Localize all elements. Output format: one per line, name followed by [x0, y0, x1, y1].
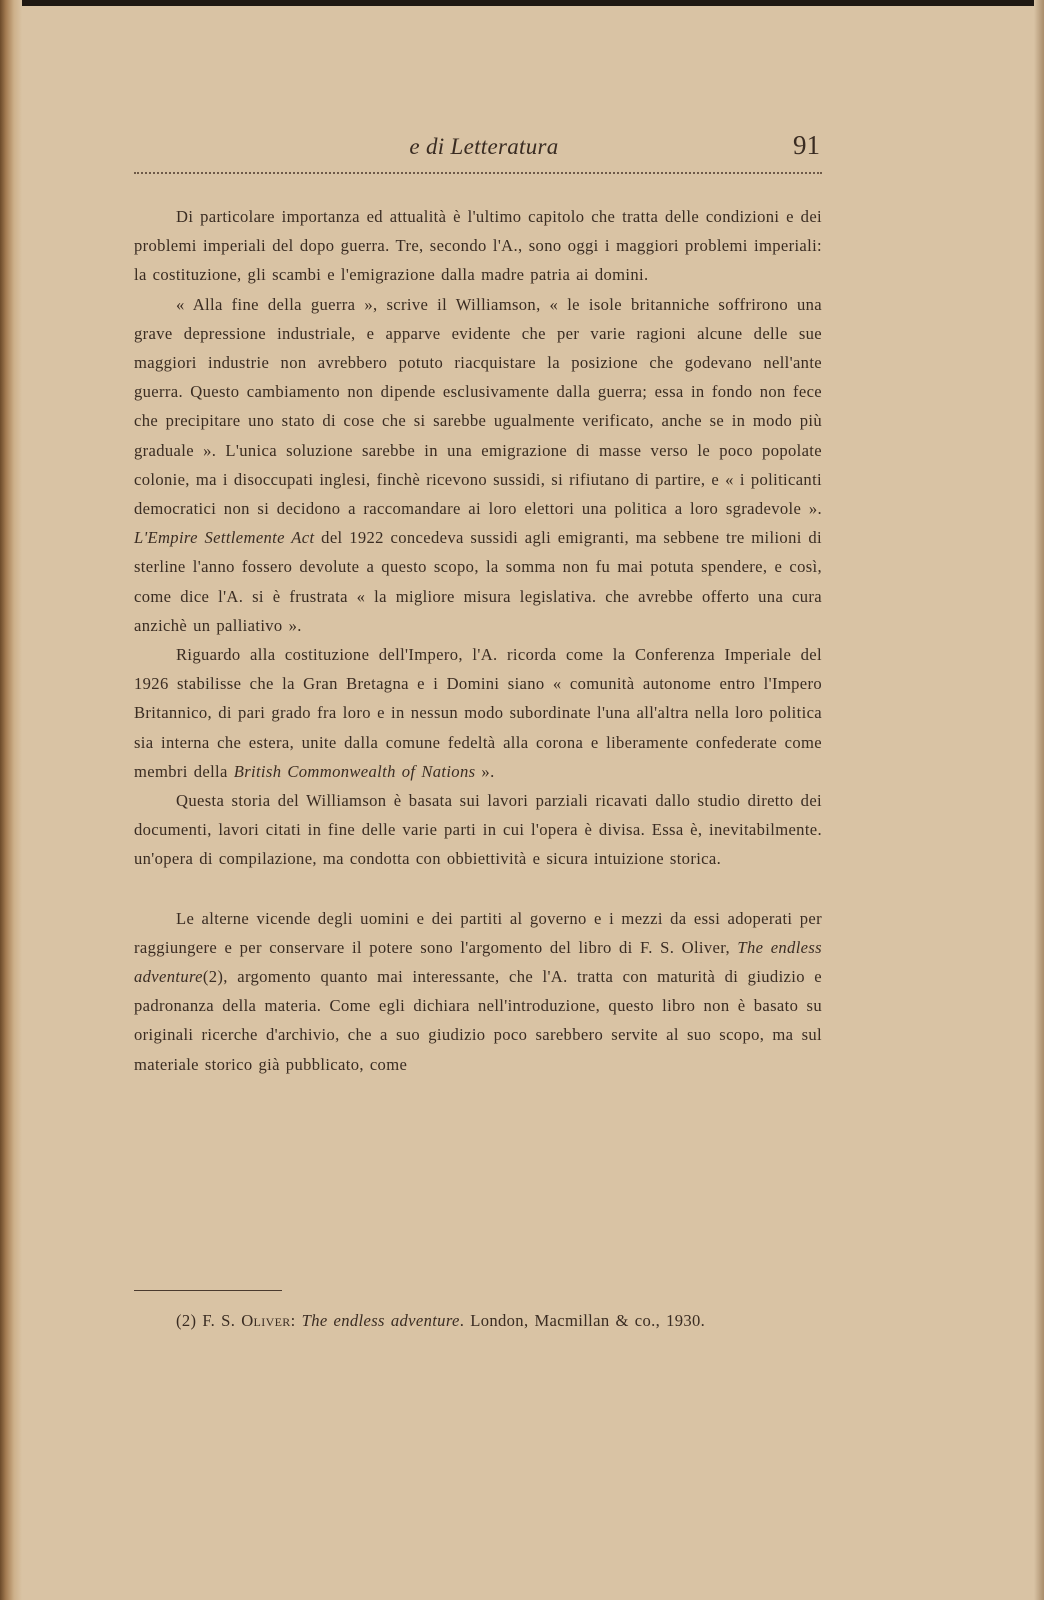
paragraph-4-text: Questa storia del Williamson è basata sui lavori parziali ricavati dallo studio diretto dei documenti, lavori citati in fine delle varie parti in cui l'opera è divisa. Essa è, inevitabilmente. un'opera di compilazione, ma condotta con obbiettività e sicura intuizione storica. — [134, 791, 822, 869]
paragraph-1-text: Di particolare importanza ed attualità è l'ultimo capitolo che tratta delle condizioni e dei problemi imperiali del dopo guerra. Tre, secondo l'A., sono oggi i maggiori problemi imperiali: la costituzione, gli scambi e l'emigrazione dalla madre patria ai domini. — [134, 207, 822, 285]
paragraph-5-text-a: Le alterne vicende degli uomini e dei partiti al governo e i mezzi da essi adoperati per raggiungere e per conservare il potere sono l'argomento del libro di F. S. Oliver, — [134, 908, 822, 957]
book-spine-edge — [0, 0, 22, 1600]
footnote-rest: . London, Macmillan & co., 1930. — [459, 1311, 706, 1330]
paragraph-5-text-b: , argomento quanto mai interessante, che l'A. tratta con maturità di giudizio e padronanza della materia. Come egli dichiara nell'introduzione, questo libro non è basato su originali ricerche d'archivio, che a suo giudizio poco sarebbero servite al suo scopo, ma sul materiale storico già pubblicato, come — [134, 967, 822, 1074]
paragraph-2-text-b: del 1922 concedeva sussidi agli emigranti, ma sebbene tre milioni di sterline l'anno fossero devolute a questo scopo, la somma non fu mai potuta spendere, e così, come dice l'A. si è frustrata « la migliore misura legislativa. che avrebbe offerto una cura anzichè un palliativo ». — [134, 528, 822, 635]
footnote-marker: (2) — [176, 1311, 197, 1330]
paragraph-3 — [134, 640, 822, 786]
page-header — [134, 130, 834, 170]
header-dotted-rule — [134, 172, 822, 174]
footnote-rule — [134, 1290, 282, 1291]
footnote-author: F. S. Oliver — [202, 1311, 291, 1330]
book-page — [22, 6, 1034, 1600]
paragraph-3-text-b: ». — [475, 761, 495, 781]
book-title: The endless adventure — [134, 937, 822, 987]
paragraph-5 — [134, 904, 822, 1079]
running-title: e di Letteratura — [409, 134, 559, 159]
paragraph-2 — [134, 290, 822, 640]
footnote-title: The endless adventure — [301, 1311, 460, 1330]
page-right-edge — [1034, 0, 1044, 1600]
paragraph-2-text-a: « Alla fine della guerra », scrive il Williamson, « le isole britanniche soffrirono una grave depressione industriale, e apparve evidente che per varie ragioni alcune delle sue maggiori industrie non avrebbero potuto riacquistare la posizione che godevano nell'ante guerra. Questo cambiamento non dipende esclusivamente dalla guerra; essa in fondo non fece che precipitare uno stato di cose che si sarebbe ugualmente verificato, anche se in modo più graduale ». L'unica soluzione sarebbe in una emigrazione di masse verso le poco popolate colonie, ma i disoccupati inglesi, finchè ricevono sussidi, si rifiutano di partire, e « i politicanti democratici non si decidono a raccomandare ai loro elettori una politica a loro sgradevole ». — [134, 294, 822, 519]
body-text — [134, 202, 822, 1079]
act-title: L'Empire Settlemente Act — [134, 528, 315, 548]
footnote: (2) F. S. Oliver: The endless adventure. London, Macmillan & co., 1930. — [176, 1311, 706, 1330]
paragraph-1 — [134, 202, 822, 290]
page-number: 91 — [793, 130, 820, 160]
footnote-reference: (2) — [202, 967, 224, 987]
commonwealth-title: British Commonwealth of Nations — [233, 761, 476, 781]
paragraph-3-text-a: Riguardo alla costituzione dell'Impero, l'A. ricorda come la Conferenza Imperiale del 1926 stabilisse che la Gran Bretagna e i Domini siano « comunità autonome entro l'Impero Britannico, di pari grado fra loro e in nessun modo subordinate l'una all'altra nella loro politica sia interna che estera, unite dalla comune fedeltà alla corona e liberamente confederate come membri della — [134, 645, 822, 781]
paragraph-4 — [134, 786, 822, 874]
